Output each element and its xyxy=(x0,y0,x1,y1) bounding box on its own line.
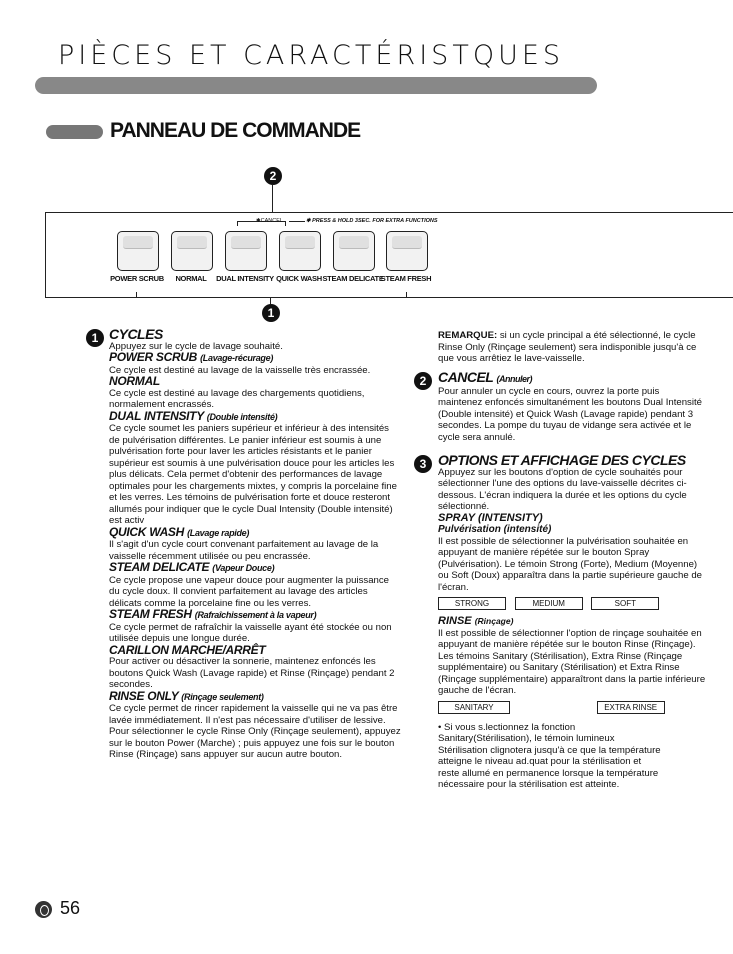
dual-intensity-button[interactable] xyxy=(225,231,267,271)
rinse-only-sub: (Rinçage seulement) xyxy=(181,691,264,702)
callout-1: 1 xyxy=(262,304,280,322)
quick-wash-text: Il s'agit d'un cycle court convenant parfaitement au lavage de la vaisselle récemment utilisée ou peu encrassée. xyxy=(109,539,379,562)
power-scrub-label: POWER SCRUB xyxy=(110,274,164,283)
cancel-number-badge: 2 xyxy=(414,372,432,390)
normal-text: Ce cycle est destiné au lavage des chargements quotidiens, normalement encrassés. xyxy=(109,387,365,410)
power-scrub-text: Ce cycle est destiné au lavage de la vaisselle très encrassée. xyxy=(109,364,371,376)
steam-fresh-sub: (Rafraîchissement à la vapeur) xyxy=(194,610,317,620)
rinse-heading: RINSE xyxy=(438,615,472,627)
dual-intensity-label: DUAL INTENSITY xyxy=(216,274,274,283)
spray-text: Il est possible de sélectionner la pulvérisation souhaitée en appuyant de manière répétée sur le bouton Spray (Pulvérisation). Le témoin Strong (Forte), Medium (Moyenne) ou Soft (Doux) apparaîtra dans la partie supérieure gauche de l'écran. xyxy=(438,535,702,593)
steam-delicate-button[interactable] xyxy=(333,231,375,271)
callout-1-bracket-left xyxy=(136,292,137,298)
control-panel xyxy=(45,212,733,298)
power-scrub-button[interactable] xyxy=(117,231,159,271)
sanitary-note: • Si vous s.lectionnez la fonction Sanitary(Stérilisation), le témoin lumineux Stérilisation clignotera jusqu'à ce que la température atteigne le niveau ad.quat pour la stérilisation et reste allumé en permanence lorsque la température nécessaire pour la stérilisation est atteinte. xyxy=(438,721,661,790)
title-bar xyxy=(35,77,597,94)
callout-2: 2 xyxy=(264,167,282,185)
steam-fresh-button[interactable] xyxy=(386,231,428,271)
steam-delicate-label: STEAM DELICATE xyxy=(322,274,384,283)
normal-button[interactable] xyxy=(171,231,213,271)
cancel-section xyxy=(438,369,706,443)
options-number-badge: 3 xyxy=(414,455,432,473)
chime-text: Pour activer ou désactiver la sonnerie, maintenez enfoncés les boutons Quick Wash (Lavage rapide) et Rinse (Rinçage) pendant 2 secondes. xyxy=(109,656,395,690)
cancel-bracket-right xyxy=(285,221,286,226)
callout-1-line xyxy=(270,297,271,304)
sanitary-indicator: SANITARY xyxy=(438,701,510,714)
steam-delicate-text: Ce cycle propose une vapeur douce pour augmenter la puissance du cycle doux. Il convient parfaitement au lavage des articles délicats comme la porcelaine fine ou les verres. xyxy=(109,574,389,609)
steam-fresh-label: STEAM FRESH xyxy=(380,274,432,283)
lg-logo-icon xyxy=(35,901,52,918)
remark-label: REMARQUE: xyxy=(438,330,498,341)
hold-line xyxy=(289,221,305,222)
page-title: PIÈCES ET CARACTÉRISTQUES xyxy=(58,40,565,71)
spray-subheading: Pulvérisation (intensité) xyxy=(438,524,552,535)
options-section xyxy=(438,452,706,791)
steam-delicate-sub: (Vapeur Douce) xyxy=(212,563,275,573)
normal-label: NORMAL xyxy=(175,274,207,283)
section-pill xyxy=(46,125,103,139)
steam-fresh-heading: STEAM FRESH xyxy=(109,607,192,621)
options-text: Appuyez sur les boutons d'option de cycle souhaités pour sélectionner l'une des options du lave-vaisselle décrites ci-dessous. L'écran indiquera la durée et les options du cycle sélectionné. xyxy=(438,466,687,512)
rinse-text: Il est possible de sélectionner l'option de rinçage souhaitée en appuyant de manière répétée sur le bouton Rinse (Rinçage). Les témoins Sanitary (Stérilisation), Extra Rinse (Rinçage supplémentaire) ou Sanitary (Stérilisation) et Extra Rinse (Rinçage supplémentaire) apparaîtront dans la partie inférieure gauche de l'écran. xyxy=(438,627,706,696)
chime-heading: CARILLON MARCHE/ARRÊT xyxy=(109,642,266,657)
extra-rinse-indicator: EXTRA RINSE xyxy=(597,701,665,714)
cancel-heading: CANCEL xyxy=(438,369,494,385)
hold-label: ✱ PRESS & HOLD 3SEC. FOR EXTRA FUNCTIONS xyxy=(306,218,438,224)
strong-indicator: STRONG xyxy=(438,597,506,610)
rinse-sub: (Rinçage) xyxy=(474,616,514,626)
left-column xyxy=(109,326,401,761)
right-column xyxy=(438,330,706,365)
cycles-text: Appuyez sur le cycle de lavage souhaité. xyxy=(109,340,283,352)
callout-2-line xyxy=(272,185,273,213)
soft-indicator: SOFT xyxy=(591,597,659,610)
quick-wash-sub: (Lavage rapide) xyxy=(187,527,250,538)
cancel-sub: (Annuler) xyxy=(496,374,532,384)
quick-wash-button[interactable] xyxy=(279,231,321,271)
options-heading: OPTIONS ET AFFICHAGE DES CYCLES xyxy=(438,452,686,468)
cycles-heading: CYCLES xyxy=(109,326,163,342)
quick-wash-label: QUICK WASH xyxy=(276,274,322,283)
dual-intensity-text: Ce cycle soumet les paniers supérieur et inférieur à des intensités de pulvérisation différentes. Le panier inférieur est soumis à une pulvérisation forte pour laver les articles résistants et le panier supérieur est soumis à une pulvérisation douce pour les articles les plus délicats. Cela permet d'obtenir des performances de lavage optimales pour les chargements mixtes, y compris la porcelaine fine et les verres. Les témoins de pulvérisation forte et douce resteront allumés pour indiquer que le cycle Dual Intensity (Double intensité) est activ xyxy=(109,423,397,526)
cancel-text: Pour annuler un cycle en cours, ouvrez la porte puis maintenez enfoncés simultanément les boutons Dual Intensité (Double intensité) et Quick Wash (Lavage rapide) pendant 3 secondes. La pompe du tuyau de vidange sera activée et le cycle sera annulé. xyxy=(438,385,702,443)
dual-intensity-heading: DUAL INTENSITY xyxy=(109,408,204,423)
dual-intensity-sub: (Double intensité) xyxy=(206,411,278,422)
cycles-number-badge: 1 xyxy=(86,329,104,347)
rinse-only-heading: RINSE ONLY xyxy=(109,688,179,703)
cancel-bracket-left xyxy=(237,221,238,226)
power-scrub-heading: POWER SCRUB xyxy=(109,350,198,364)
rinse-only-text: Ce cycle permet de rincer rapidement la vaisselle qui ne va pas être lavée immédiatement. Il n'est pas nécessaire d'utiliser de lessive. Pour sélectionner le cycle Rinse Only (Rinçage seulement), appuyez sur le bouton Power (Marche) ; puis appuyez une fois sur le bouton Rinse (Rinçage) sans appuyer sur aucun autre bouton. xyxy=(109,703,401,760)
medium-indicator: MEDIUM xyxy=(515,597,583,610)
remark-text: si un cycle principal a été sélectionné, le cycle Rinse Only (Rinçage seulement) sera indisponible jusqu'à ce que vous arrêtiez le lave-vaisselle. xyxy=(438,330,697,364)
steam-delicate-heading: STEAM DELICATE xyxy=(109,560,210,574)
normal-heading: NORMAL xyxy=(109,374,160,388)
steam-fresh-text: Ce cycle permet de rafraîchir la vaisselle ayant été stockée ou non utilisée depuis une longue durée. xyxy=(109,621,392,644)
spray-heading: SPRAY (INTENSITY) xyxy=(438,511,543,524)
callout-1-bracket-right xyxy=(406,292,407,298)
section-title: PANNEAU DE COMMANDE xyxy=(110,119,361,142)
page-number: 56 xyxy=(60,898,81,918)
callout-1-bracket xyxy=(136,297,406,298)
quick-wash-heading: QUICK WASH xyxy=(109,524,185,539)
cancel-label: ✱CANCEL xyxy=(256,218,283,224)
power-scrub-sub: (Lavage-récurage) xyxy=(200,353,274,363)
